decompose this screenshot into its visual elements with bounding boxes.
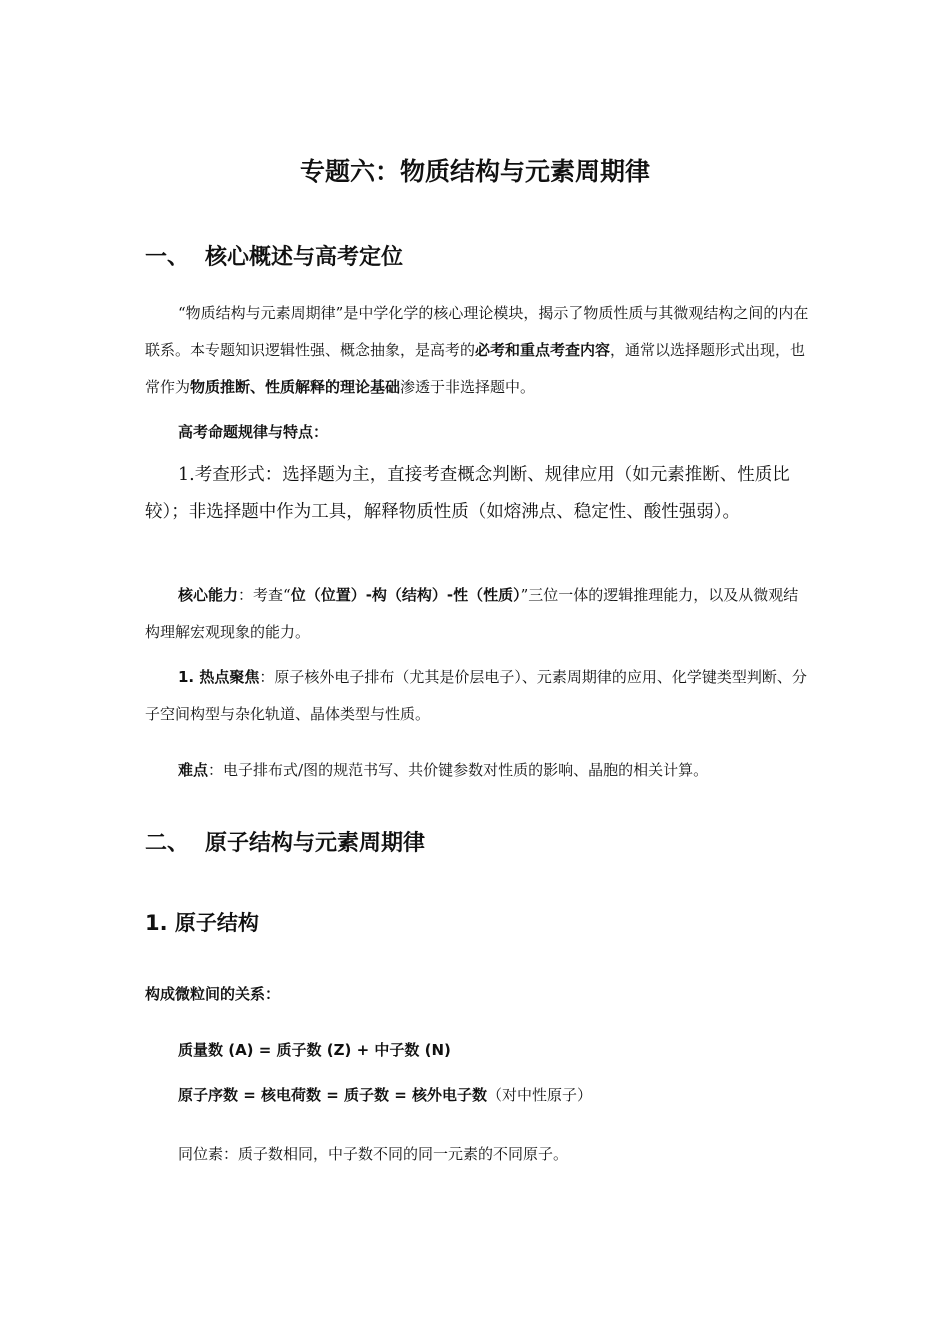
ability-paragraph bbox=[145, 577, 810, 651]
ability-text: ”三位一体的逻辑推理能力，以及从微观结构理解宏观现象的能力。 bbox=[145, 586, 799, 641]
rules-heading: 高考命题规律与特点： bbox=[178, 423, 329, 441]
difficulty-label: 难点 bbox=[178, 761, 209, 779]
intro-paragraph bbox=[145, 295, 810, 406]
formula-atomic-number bbox=[145, 1077, 810, 1114]
formula-text: 原子序数 = 核电荷数 = 质子数 = 核外电子数 bbox=[178, 1086, 488, 1104]
exam-form-text: 考查形式：选择题为主，直接考查概念判断、规律应用（如元素推断、性质比较）；非选择题中作为工具，解释物质性质（如熔沸点、稳定性、酸性强弱）。 bbox=[145, 465, 790, 522]
intro-text: “物质结构与元素周期律”是中学化学的核心理论模块，揭示了物质性质与其微观结构之间的内在联系。本专题知识逻辑性强、概念抽象，是高考的 bbox=[145, 304, 809, 359]
hotspot-label: 1. 热点聚焦 bbox=[178, 668, 260, 686]
document-title: 专题六：物质结构与元素周期律 bbox=[299, 157, 650, 186]
section-title: 原子结构与元素周期律 bbox=[205, 831, 426, 856]
list-number: 1. bbox=[178, 465, 195, 485]
section-number: 一、 bbox=[145, 245, 190, 270]
difficulty-paragraph bbox=[145, 752, 810, 789]
hotspot-paragraph bbox=[145, 659, 810, 733]
formula-mass-number: 质量数 (A) = 质子数 (Z) + 中子数 (N) bbox=[178, 1041, 451, 1059]
ability-label: 核心能力 bbox=[178, 586, 239, 604]
intro-text: 渗透于非选择题中。 bbox=[400, 378, 536, 396]
section-heading-2 bbox=[145, 826, 425, 857]
difficulty-text: ：电子排布式/图的规范书写、共价键参数对性质的影响、晶胞的相关计算。 bbox=[208, 761, 709, 779]
formula-note: （对中性原子） bbox=[487, 1086, 593, 1104]
ability-text: ：考查“ bbox=[238, 586, 291, 604]
exam-form-paragraph bbox=[145, 457, 810, 531]
section-title: 核心概述与高考定位 bbox=[205, 245, 404, 270]
relation-label: 构成微粒间的关系： bbox=[145, 985, 281, 1003]
isotope-definition: 同位素：质子数相同，中子数不同的同一元素的不同原子。 bbox=[178, 1145, 569, 1163]
subsection-heading: 1. 原子结构 bbox=[145, 911, 259, 935]
intro-text: ，通常以选择题形式出现，也常作为 bbox=[145, 341, 806, 396]
hotspot-text: ：原子核外电子排布（尤其是价层电子）、元素周期律的应用、化学键类型判断、分子空间构型与杂化轨道、晶体类型与性质。 bbox=[145, 668, 807, 723]
ability-bold: 位（位置）-构（结构）-性（性质） bbox=[290, 586, 521, 604]
section-heading-1 bbox=[145, 240, 403, 271]
intro-bold: 必考和重点考查内容 bbox=[475, 341, 611, 359]
intro-bold: 物质推断、性质解释的理论基础 bbox=[190, 378, 401, 396]
section-number: 二、 bbox=[145, 831, 190, 856]
